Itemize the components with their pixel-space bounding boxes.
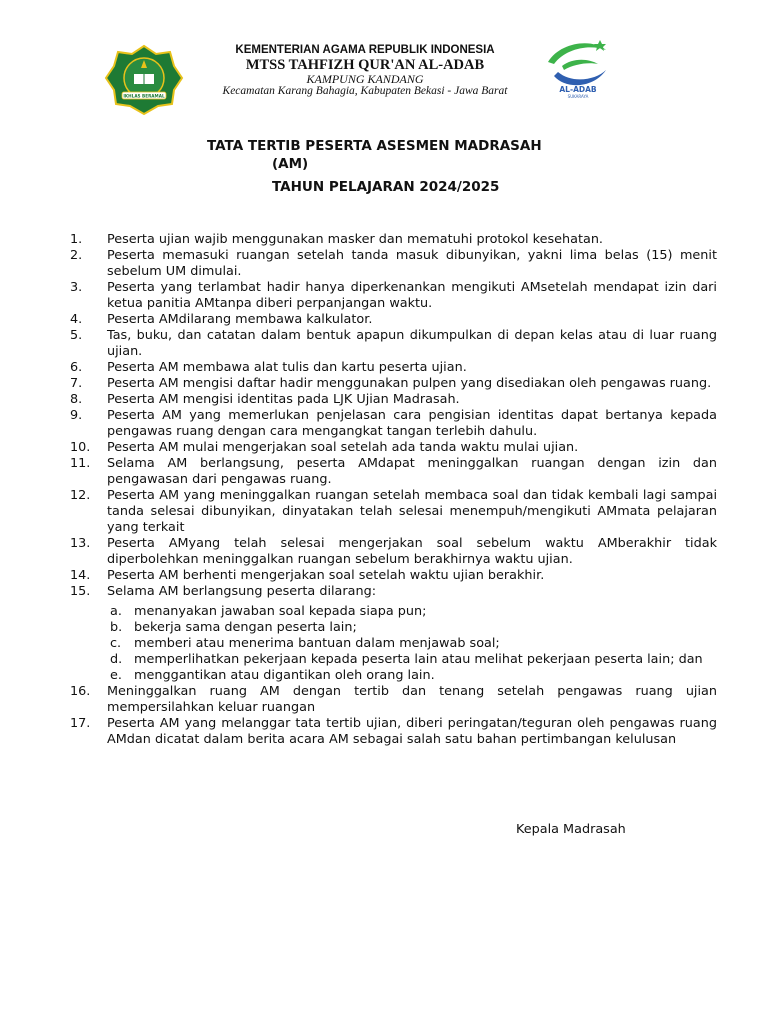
list-item: 3. Peserta yang terlambat hadir hanya diperkenankan mengikuti AMsetelah mendapat izin dari ketua panitia AMtanpa diberi perpanjangan waktu. — [70, 280, 717, 311]
rules-list — [70, 232, 717, 748]
school-village: KAMPUNG KANDANG — [306, 72, 424, 86]
list-item: d. memperlihatkan pekerjaan kepada peserta lain atau melihat pekerjaan peserta lain; dan — [110, 652, 703, 667]
school-name: MTSS TAHFIZH QUR'AN AL-ADAB — [245, 57, 485, 73]
ministry-logo — [104, 44, 184, 116]
list-item: b. bekerja sama dengan peserta lain; — [110, 620, 357, 635]
document-title: TATA TERTIB PESERTA ASESMEN MADRASAH — [207, 138, 542, 154]
list-item: e. menggantikan atau digantikan oleh orang lain. — [110, 668, 435, 683]
document-title-abbrev: (AM) — [272, 156, 309, 172]
svg-text:SUKARAYA: SUKARAYA — [567, 94, 589, 99]
list-item: 12. Peserta AM yang meninggalkan ruangan setelah membaca soal dan tidak kembali lagi sampai tanda selesai dibunyikan, dinyatakan telah selesai menempuh/mengikuti AMmata pelajaran yang terkait — [70, 488, 717, 535]
list-item: 15. Selama AM berlangsung peserta dilarang: a. menanyakan jawaban soal kepada siapa pun; b. bekerja sama dengan peserta lain; c. memberi atau menerima bantuan dalam menjawab soal; d. memperlihatkan pekerjaan kepada peserta lain atau melihat pekerjaan peserta lain; dan e. menggantikan atau digantikan oleh orang lain. — [70, 584, 717, 684]
list-item: 10. Peserta AM mulai mengerjakan soal setelah ada tanda waktu mulai ujian. — [70, 440, 579, 455]
prohibitions-list — [107, 604, 717, 684]
list-item: 5. Tas, buku, dan catatan dalam bentuk apapun dikumpulkan di depan kelas atau di luar ruang ujian. — [70, 328, 717, 359]
list-item: a. menanyakan jawaban soal kepada siapa pun; — [110, 604, 427, 619]
school-logo — [540, 36, 620, 100]
school-address: Kecamatan Karang Bahagia, Kabupaten Bekasi - Jawa Barat — [222, 85, 508, 97]
academic-year: TAHUN PELAJARAN 2024/2025 — [272, 179, 500, 195]
list-item: 4. Peserta AMdilarang membawa kalkulator. — [70, 312, 373, 327]
svg-text:IKHLAS BERAMAL: IKHLAS BERAMAL — [123, 93, 165, 99]
list-item: 14. Peserta AM berhenti mengerjakan soal setelah waktu ujian berakhir. — [70, 568, 545, 583]
signature-label: Kepala Madrasah — [516, 822, 626, 837]
list-item: 6. Peserta AM membawa alat tulis dan kartu peserta ujian. — [70, 360, 467, 375]
list-item: 1. Peserta ujian wajib menggunakan masker dan mematuhi protokol kesehatan. — [70, 232, 604, 247]
list-item: 16. Meninggalkan ruang AM dengan tertib dan tenang setelah pengawas ruang ujian mempersilahkan keluar ruangan — [70, 684, 717, 715]
list-item: 17. Peserta AM yang melanggar tata tertib ujian, diberi peringatan/teguran oleh pengawas ruang AMdan dicatat dalam berita acara AM sebagai salah satu bahan pertimbangan kelulusan — [70, 716, 717, 747]
list-item: c. memberi atau menerima bantuan dalam menjawab soal; — [110, 636, 500, 651]
list-item: 7. Peserta AM mengisi daftar hadir menggunakan pulpen yang disediakan oleh pengawas ruang. — [70, 376, 712, 391]
list-item: 9. Peserta AM yang memerlukan penjelasan cara pengisian identitas dapat bertanya kepada pengawas ruang dengan cara mengangkat tangan terlebih dahulu. — [70, 408, 717, 439]
list-item: 11. Selama AM berlangsung, peserta AMdapat meninggalkan ruangan dengan izin dan pengawasan dari pengawas ruang. — [70, 456, 717, 487]
svg-text:AL-ADAB: AL-ADAB — [559, 85, 597, 94]
list-item: 2. Peserta memasuki ruangan setelah tanda masuk dibunyikan, yakni lima belas (15) menit sebelum UM dimulai. — [70, 248, 717, 279]
ministry-name: KEMENTERIAN AGAMA REPUBLIK INDONESIA — [235, 44, 495, 56]
list-item: 8. Peserta AM mengisi identitas pada LJK Ujian Madrasah. — [70, 392, 460, 407]
list-item: 13. Peserta AMyang telah selesai mengerjakan soal sebelum waktu AMberakhir tidak diperbolehkan meninggalkan ruangan sebelum berakhirnya waktu ujian. — [70, 536, 717, 567]
